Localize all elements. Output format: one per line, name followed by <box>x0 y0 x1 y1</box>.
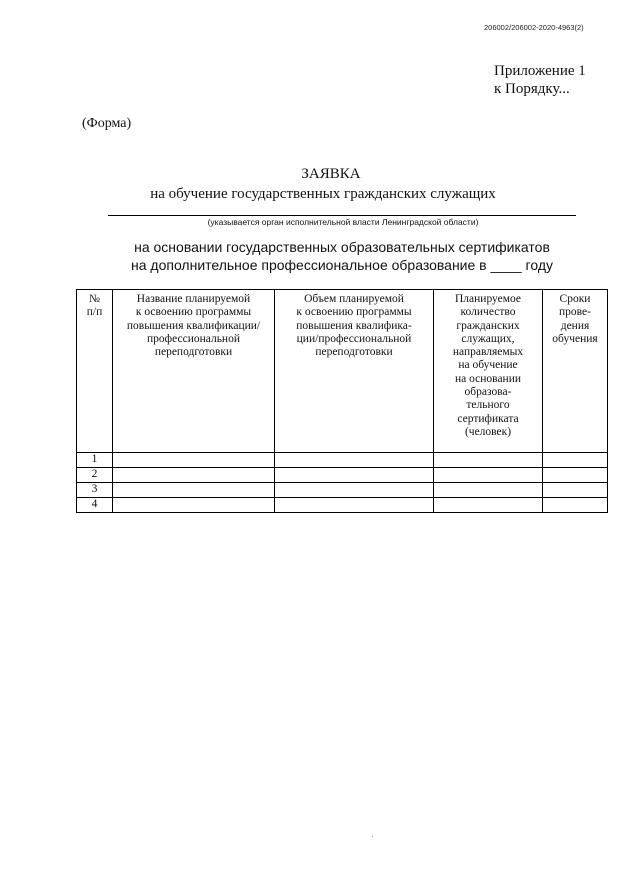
basis-text <box>0 238 640 274</box>
training-dates-cell[interactable] <box>543 468 608 483</box>
basis-line-2: на дополнительное профессиональное образование в ____ году <box>131 257 553 273</box>
program-name-cell[interactable] <box>113 468 275 483</box>
program-name-cell[interactable] <box>113 483 275 498</box>
scan-speck <box>372 836 373 837</box>
document-number: 206002/206002-2020-4963(2) <box>484 23 584 32</box>
title-heading: ЗАЯВКА <box>301 166 361 182</box>
table-row <box>77 468 608 483</box>
employee-count-cell[interactable] <box>434 498 543 513</box>
table-row <box>77 498 608 513</box>
column-header-employee-count: Планируемое количество гражданских служащих, направляемых на обучение на основании образова- тельного сертификата (человек) <box>434 290 543 453</box>
training-dates-cell[interactable] <box>543 453 608 468</box>
basis-line-1: на основании государственных образовательных сертификатов <box>134 239 550 255</box>
table-row <box>77 453 608 468</box>
appendix-order-line: к Порядку... <box>494 81 570 97</box>
employee-count-cell[interactable] <box>434 483 543 498</box>
employee-count-cell[interactable] <box>434 453 543 468</box>
form-label: (Форма) <box>82 116 132 131</box>
training-dates-cell[interactable] <box>543 483 608 498</box>
row-number: 3 <box>77 483 113 498</box>
row-number: 1 <box>77 453 113 468</box>
title-subtitle: на обучение государственных гражданских служащих <box>150 186 496 202</box>
column-header-training-dates: Сроки прове- дения обучения <box>543 290 608 453</box>
appendix-line: Приложение 1 <box>494 63 586 79</box>
program-name-cell[interactable] <box>113 498 275 513</box>
application-title <box>0 164 640 204</box>
authority-field-hint <box>0 217 640 227</box>
appendix-reference <box>494 62 586 98</box>
program-name-cell[interactable] <box>113 453 275 468</box>
program-volume-cell[interactable] <box>275 468 434 483</box>
program-volume-cell[interactable] <box>275 453 434 468</box>
training-dates-cell[interactable] <box>543 498 608 513</box>
table-row <box>77 483 608 498</box>
authority-fill-line <box>108 215 576 216</box>
table-header-row <box>77 290 608 453</box>
column-header-number: № п/п <box>77 290 113 453</box>
row-number: 4 <box>77 498 113 513</box>
program-volume-cell[interactable] <box>275 498 434 513</box>
employee-count-cell[interactable] <box>434 468 543 483</box>
training-plan-table <box>76 289 608 513</box>
hint-text: (указывается орган исполнительной власти Ленинградской области) <box>207 217 479 227</box>
column-header-program-name: Название планируемой к освоению программы повышения квалификации/ профессиональной переподготовки <box>113 290 275 453</box>
column-header-program-volume: Объем планируемой к освоению программы повышения квалифика- ции/профессиональной переподготовки <box>275 290 434 453</box>
row-number: 2 <box>77 468 113 483</box>
program-volume-cell[interactable] <box>275 483 434 498</box>
